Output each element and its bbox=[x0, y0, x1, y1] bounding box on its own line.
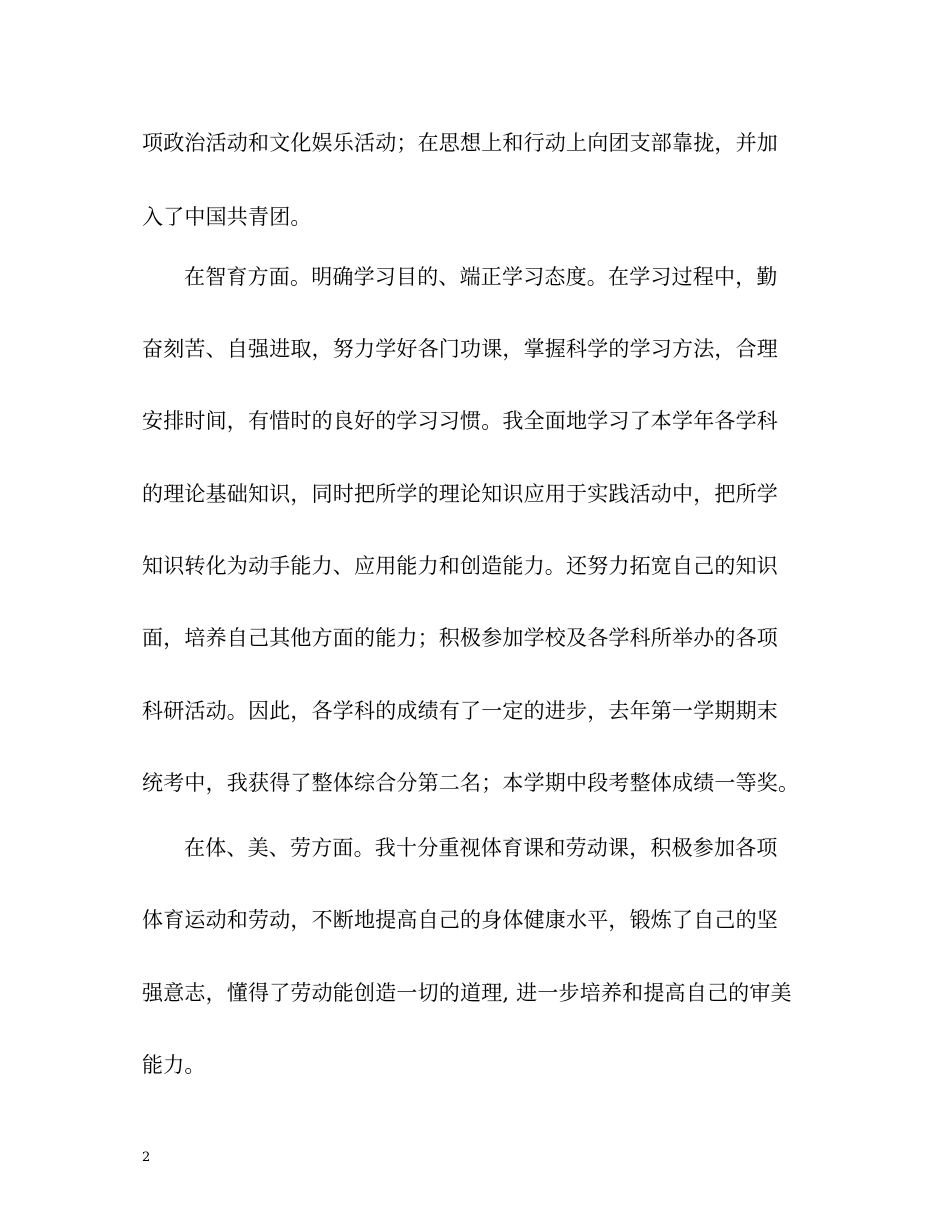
paragraph-line: 在智育方面。明确学习目的、端正学习态度。在学习过程中，勤 bbox=[184, 265, 778, 289]
paragraph-line: 统考中，我获得了整体综合分第二名；本学期中段考整体成绩一等奖。 bbox=[142, 771, 800, 795]
paragraph-line: 在体、美、劳方面。我十分重视体育课和劳动课，积极参加各项 bbox=[184, 836, 778, 860]
paragraph-line: 知识转化为动手能力、应用能力和创造能力。还努力拓宽自己的知识 bbox=[142, 554, 778, 578]
paragraph-line: 面，培养自己其他方面的能力；积极参加学校及各学科所举办的各项 bbox=[142, 626, 778, 650]
paragraph-line: 的理论基础知识，同时把所学的理论知识应用于实践活动中，把所学 bbox=[142, 482, 778, 506]
paragraph-line: 入了中国共青团。 bbox=[142, 205, 312, 229]
paragraph-line: 安排时间，有惜时的良好的学习习惯。我全面地学习了本学年各学科 bbox=[142, 409, 778, 433]
paragraph-line: 科研活动。因此，各学科的成绩有了一定的进步，去年第一学期期末 bbox=[142, 699, 778, 723]
paragraph-line: 能力。 bbox=[142, 1053, 206, 1077]
paragraph-line: 项政治活动和文化娱乐活动；在思想上和行动上向团支部靠拢，并加 bbox=[142, 131, 778, 155]
paragraph-line: 体育运动和劳动，不断地提高自己的身体健康水平，锻炼了自己的坚 bbox=[142, 908, 778, 932]
paragraph-line: 强意志，懂得了劳动能创造一切的道理, 进一步培养和提高自己的审美 bbox=[142, 981, 792, 1005]
paragraph-line: 奋刻苦、自强进取，努力学好各门功课，掌握科学的学习方法，合理 bbox=[142, 337, 778, 361]
page-number: 2 bbox=[142, 1150, 151, 1165]
